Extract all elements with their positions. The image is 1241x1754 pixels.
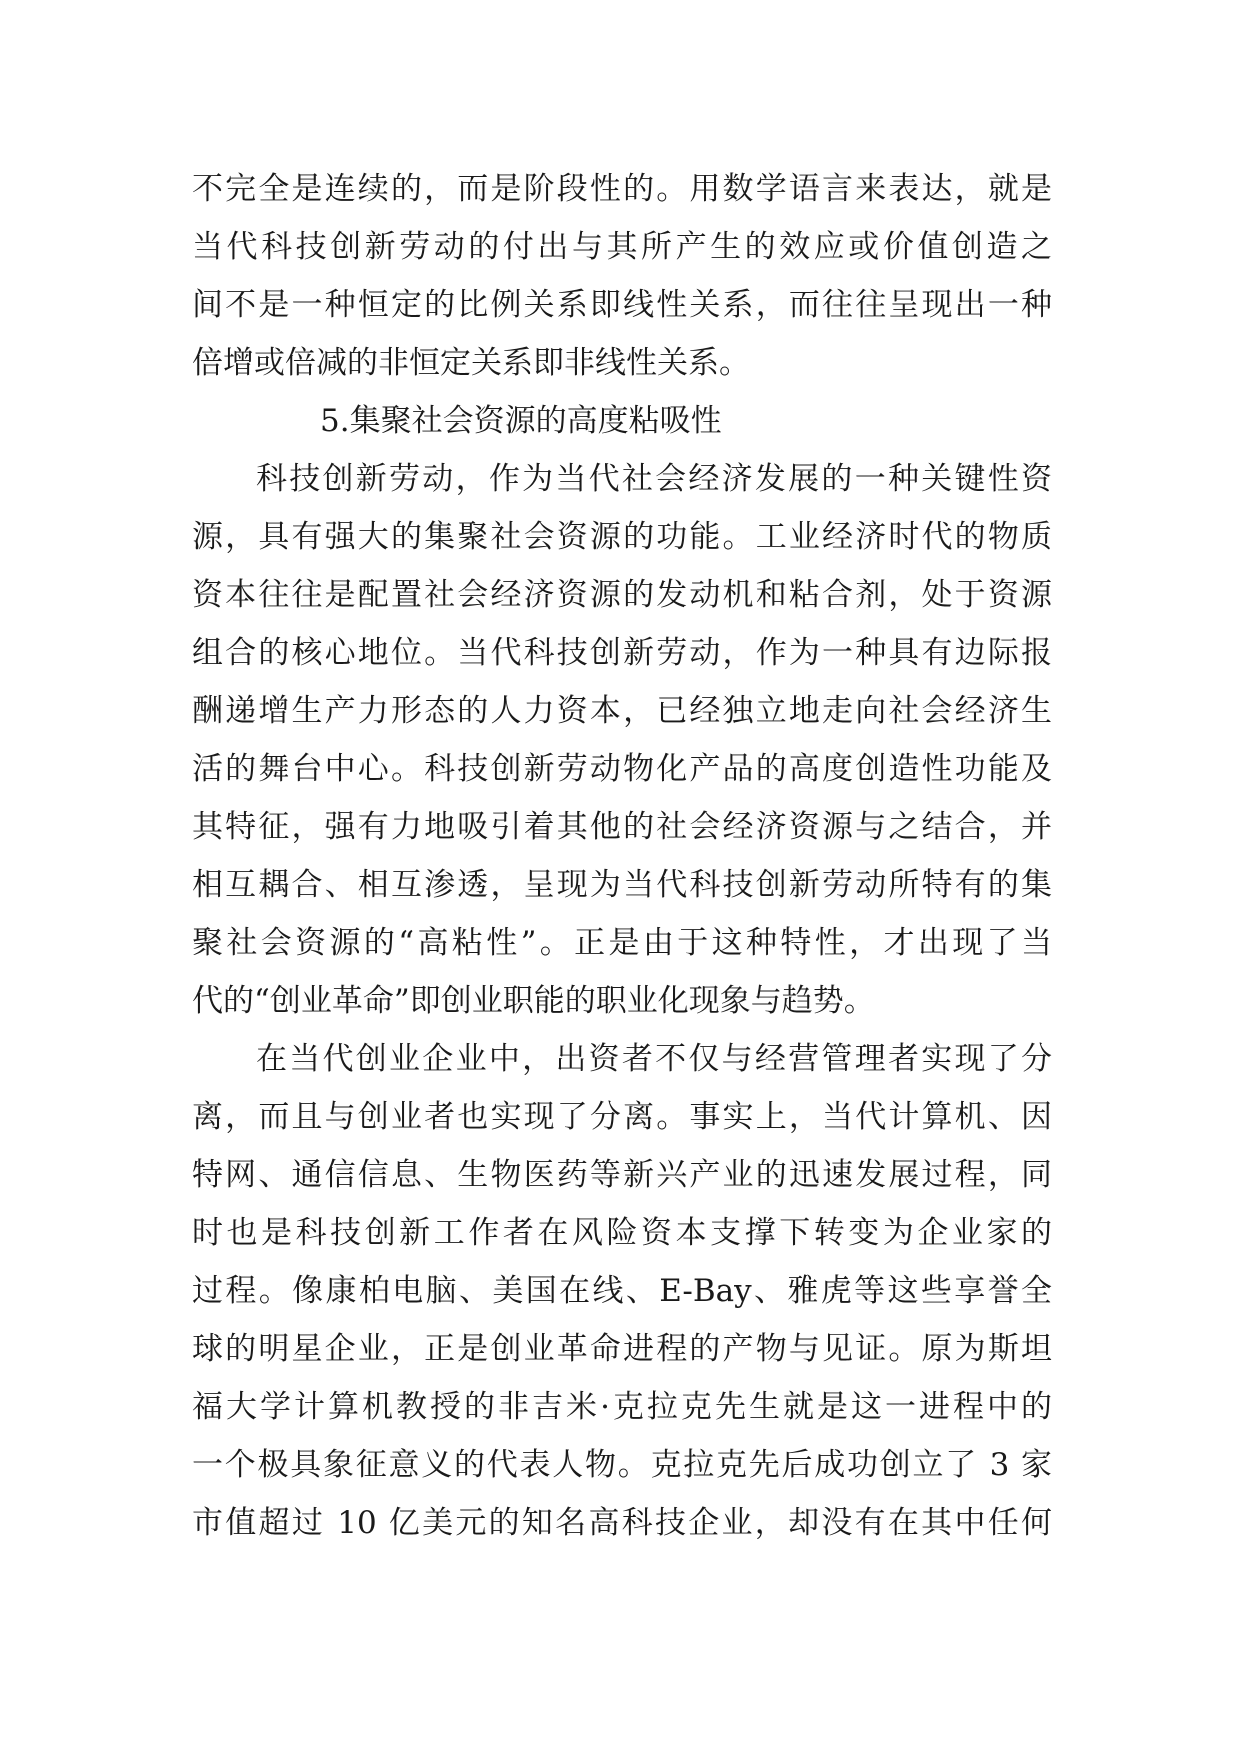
text-line: 在当代创业企业中，出资者不仅与经营管理者实现了分 — [256, 1041, 1052, 1077]
text-line: 当代科技创新劳动的付出与其所产生的效应或价值创造之 — [192, 229, 1052, 265]
text-line: 源，具有强大的集聚社会资源的功能。工业经济时代的物质 — [192, 519, 1052, 555]
text-line: 倍增或倍减的非恒定关系即非线性关系。 — [192, 345, 750, 381]
text-line: 一个极具象征意义的代表人物。克拉克先后成功创立了 3 家 — [192, 1447, 1052, 1483]
text-line: 代的“创业革命”即创业职能的职业化现象与趋势。 — [192, 983, 875, 1019]
text-line: 组合的核心地位。当代科技创新劳动，作为一种具有边际报 — [192, 635, 1052, 671]
text-line: 科技创新劳动，作为当代社会经济发展的一种关键性资 — [256, 461, 1052, 497]
text-line: 间不是一种恒定的比例关系即线性关系，而往往呈现出一种 — [192, 287, 1052, 323]
text-line: 聚社会资源的“高粘性”。正是由于这种特性，才出现了当 — [192, 925, 1052, 961]
text-line: 球的明星企业，正是创业革命进程的产物与见证。原为斯坦 — [192, 1331, 1052, 1367]
text-line: 活的舞台中心。科技创新劳动物化产品的高度创造性功能及 — [192, 751, 1052, 787]
text-line: 离，而且与创业者也实现了分离。事实上，当代计算机、因 — [192, 1099, 1052, 1135]
body-text — [192, 160, 1052, 1552]
text-line: 时也是科技创新工作者在风险资本支撑下转变为企业家的 — [192, 1215, 1052, 1251]
text-line: 福大学计算机教授的非吉米·克拉克先生就是这一进程中的 — [192, 1389, 1052, 1425]
text-line: 特网、通信信息、生物医药等新兴产业的迅速发展过程，同 — [192, 1157, 1052, 1193]
text-line: 市值超过 10 亿美元的知名高科技企业，却没有在其中任何 — [192, 1505, 1052, 1541]
text-line: 过程。像康柏电脑、美国在线、E-Bay、雅虎等这些享誉全 — [192, 1273, 1052, 1309]
text-line: 酬递增生产力形态的人力资本，已经独立地走向社会经济生 — [192, 693, 1052, 729]
text-line: 不完全是连续的，而是阶段性的。用数学语言来表达，就是 — [192, 171, 1052, 207]
section-heading: 5.集聚社会资源的高度粘吸性 — [320, 403, 722, 439]
text-line: 其特征，强有力地吸引着其他的社会经济资源与之结合，并 — [192, 809, 1052, 845]
text-line: 资本往往是配置社会经济资源的发动机和粘合剂，处于资源 — [192, 577, 1052, 613]
text-line: 相互耦合、相互渗透，呈现为当代科技创新劳动所特有的集 — [192, 867, 1052, 903]
